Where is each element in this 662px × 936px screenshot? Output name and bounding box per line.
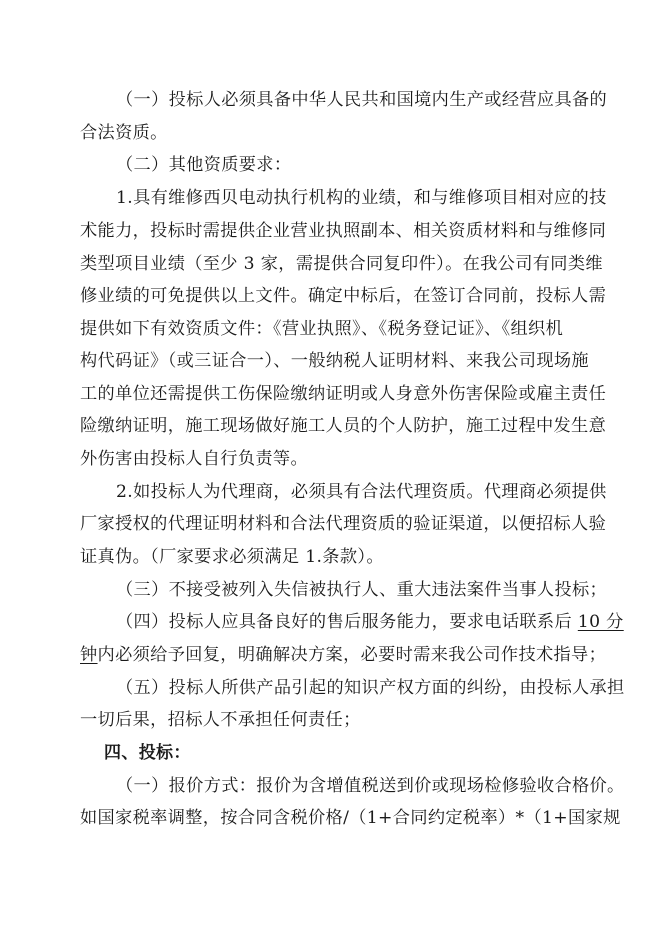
text-line: 工的单位还需提供工伤保险缴纳证明或人身意外伤害保险或雇主责任	[80, 384, 607, 404]
text-line: 险缴纳证明，施工现场做好施工人员的个人防护，施工过程中发生意	[80, 416, 607, 436]
text-line: （一）报价方式：报价为含增值税送到价或现场检修验收合格价。	[116, 776, 625, 796]
text-line	[116, 609, 624, 635]
section-heading: 四、投标：	[104, 743, 191, 763]
text-line: （三）不接受被列入失信被执行人、重大违法案件当事人投标；	[116, 580, 608, 600]
text-line: 如国家税率调整，按合同含税价格/（1+合同约定税率）*（1+国家规	[80, 808, 621, 828]
response-time-underlined: 10 分	[577, 612, 624, 632]
text-line: 构代码证》（或三证合一）、一般纳税人证明材料、来我公司现场施	[80, 351, 589, 371]
clause-four-text: （四）投标人应具备良好的售后服务能力，要求电话联系后	[116, 612, 578, 632]
text-line: （二）其他资质要求：	[116, 155, 292, 175]
text-line: 类型项目业绩（至少 3 家，需提供合同复印件）。在我公司有同类维	[80, 254, 603, 274]
response-time-underlined-cont: 钟	[80, 645, 98, 665]
text-line: 厂家授权的代理证明材料和合法代理资质的验证渠道，以便招标人验	[80, 514, 607, 534]
text-line: （五）投标人所供产品引起的知识产权方面的纠纷，由投标人承担	[116, 678, 625, 698]
text-line: 证真伪。（厂家要求必须满足 1.条款）。	[80, 547, 384, 567]
text-line: 外伤害由投标人自行负责等。	[80, 449, 308, 469]
text-line: 提供如下有效资质文件：《营业执照》、《税务登记证》、《组织机	[80, 319, 564, 339]
clause-four-text-cont: 内必须给予回复，明确解决方案，必要时需来我公司作技术指导；	[97, 645, 607, 665]
text-line: 2.如投标人为代理商，必须具有合法代理资质。代理商必须提供	[116, 482, 607, 502]
text-line: 修业绩的可免提供以上文件。确定中标后，在签订合同前，投标人需	[80, 286, 607, 306]
text-line: （一）投标人必须具备中华人民共和国境内生产或经营应具备的	[116, 90, 608, 110]
text-line: 合法资质。	[80, 123, 168, 143]
text-line	[80, 642, 606, 668]
text-line: 1.具有维修西贝电动执行机构的业绩，和与维修项目相对应的技	[116, 188, 607, 208]
text-line: 一切后果，招标人不承担任何责任；	[80, 710, 361, 730]
text-line: 术能力，投标时需提供企业营业执照副本、相关资质材料和与维修同	[80, 221, 607, 241]
